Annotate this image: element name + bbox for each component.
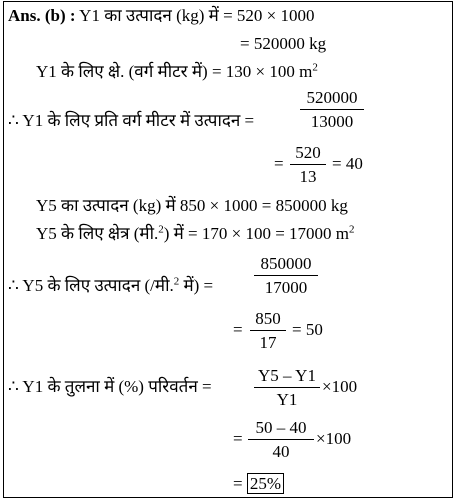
final-result-line	[233, 474, 284, 494]
fraction-denominator: 13	[299, 167, 317, 186]
y1-area-text: Y1 के लिए क्षे. (वर्ग मीटर में) = 130 × 100 m	[36, 62, 313, 81]
final-answer-box: 25%	[247, 473, 284, 494]
equals-sign: =	[274, 154, 284, 173]
fraction-numerator: 520	[290, 143, 326, 165]
change-fraction	[254, 366, 320, 409]
fraction-numerator: Y5 – Y1	[254, 366, 320, 388]
y5-area-text-b: ) में = 170 × 100 = 17000 m	[163, 224, 350, 243]
y5-per-sqm-text-b: में) =	[179, 276, 214, 295]
y1-area-exponent: 2	[312, 61, 318, 74]
answer-label: Ans. (b) :	[8, 6, 76, 25]
fraction-denominator: 17	[259, 333, 277, 352]
y5-per-sqm-exponent: 2	[173, 275, 180, 288]
line-y1-production	[8, 6, 315, 26]
multiplier: ×100	[316, 429, 352, 448]
line-y1-area	[36, 62, 318, 82]
y5-area-exponent-2: 2	[349, 223, 355, 236]
equals-sign: =	[233, 429, 243, 448]
fraction-denominator: 40	[272, 442, 290, 461]
line-y5-area	[36, 224, 355, 244]
fraction-denominator: Y1	[276, 390, 298, 409]
y5-area-text-a: Y5 के लिए क्षेत्र (मी.	[36, 224, 159, 243]
y5-per-sqm-fraction	[254, 254, 318, 297]
multiplier: ×100	[322, 377, 358, 396]
fraction-numerator: 50 – 40	[248, 418, 314, 440]
y5-area-exponent-1: 2	[158, 223, 164, 236]
y1-per-sqm-fraction	[300, 88, 364, 131]
y5-per-sqm-text-a: ∴ Y5 के लिए उत्पादन (/मी.	[8, 276, 174, 295]
equals-sign: =	[233, 320, 243, 339]
fraction-numerator: 850	[250, 309, 286, 331]
y1-per-sqm-label: ∴ Y1 के लिए प्रति वर्ग मीटर में उत्पादन =	[8, 111, 255, 130]
fraction-numerator: 850000	[254, 254, 318, 276]
y5-simplified-fraction	[250, 309, 286, 352]
line-y5-production: Y5 का उत्पादन (kg) में 850 × 1000 = 850000 kg	[36, 196, 348, 215]
change-percent-label: ∴ Y1 के तुलना में (%) परिवर्तन =	[8, 377, 212, 396]
y1-production-result: = 520000 kg	[240, 34, 327, 53]
fraction-numerator: 520000	[300, 88, 364, 110]
change-values-fraction	[248, 418, 314, 461]
y5-per-sqm-label	[8, 276, 213, 296]
y1-simplified-fraction	[290, 143, 326, 186]
y1-production-text: Y1 का उत्पादन (kg) में = 520 × 1000	[79, 6, 315, 25]
y1-yield-result: = 40	[332, 154, 363, 173]
y5-yield-result: = 50	[292, 320, 323, 339]
equals-sign: =	[233, 474, 243, 493]
fraction-denominator: 13000	[310, 112, 354, 131]
fraction-denominator: 17000	[264, 278, 308, 297]
